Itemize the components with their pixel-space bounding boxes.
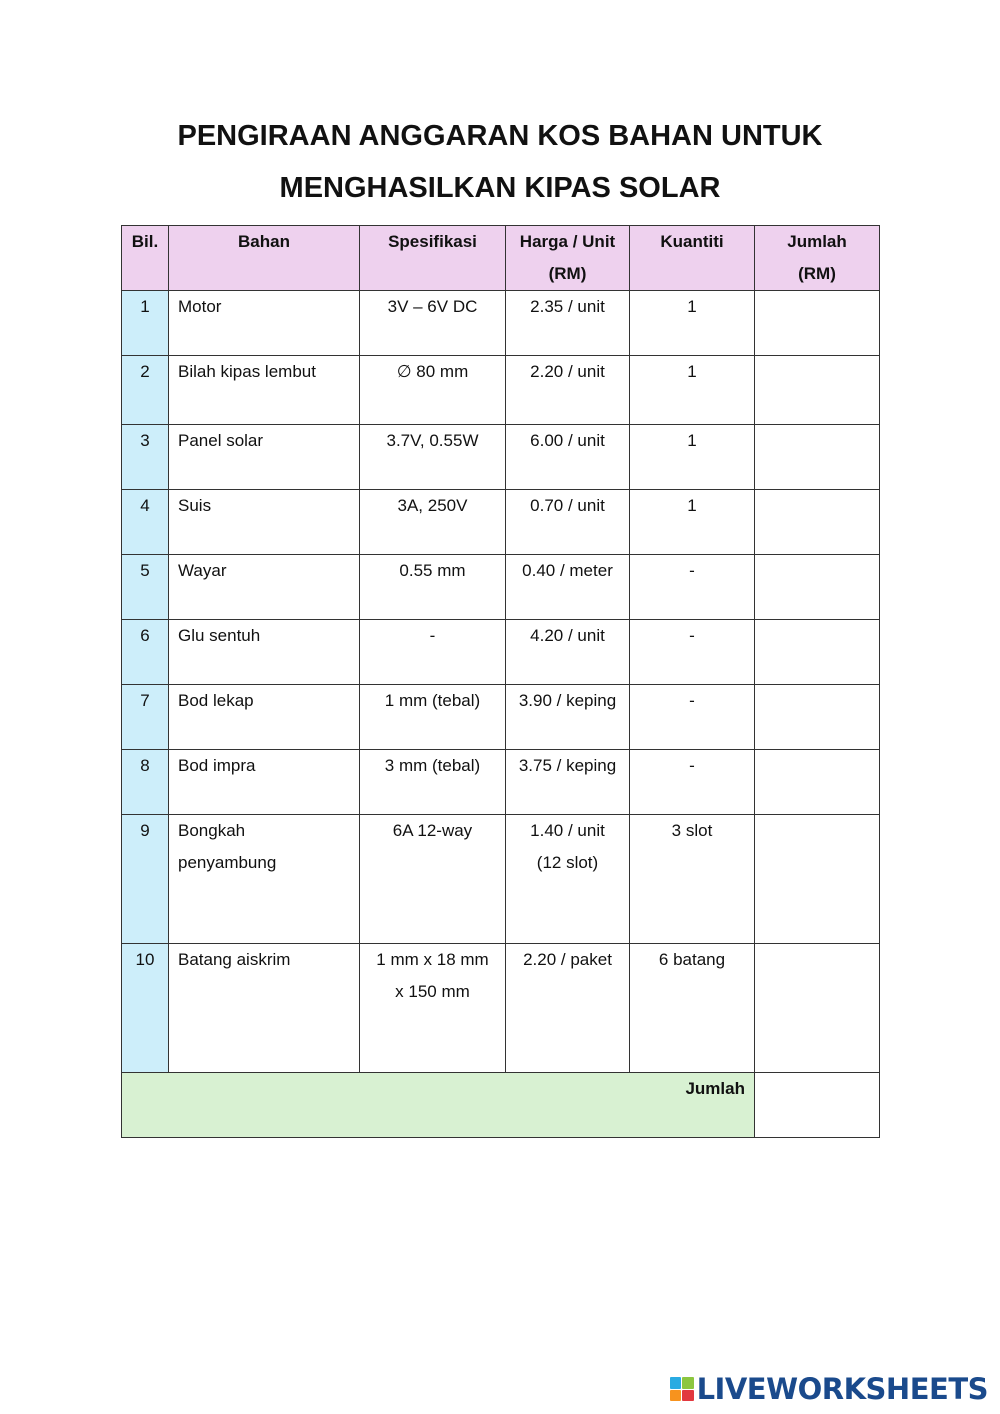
cell-jumlah-input[interactable]: [755, 815, 880, 944]
cell-bil: 10: [122, 944, 169, 1073]
liveworksheets-logo-text: LIVEWORKSHEETS: [696, 1372, 988, 1406]
table-row: [122, 425, 880, 490]
cell-bahan: Bilah kipas lembut: [169, 356, 360, 425]
cell-kuantiti: -: [630, 685, 755, 750]
cell-kuantiti: -: [630, 750, 755, 815]
cell-kuantiti: 1: [630, 291, 755, 356]
cell-jumlah-input[interactable]: [755, 490, 880, 555]
cost-table: [121, 225, 880, 1138]
liveworksheets-logo: [670, 1372, 988, 1406]
cell-kuantiti: 6 batang: [630, 944, 755, 1073]
cell-harga: 6.00 / unit: [506, 425, 630, 490]
cell-harga: 3.75 / keping: [506, 750, 630, 815]
table-row: [122, 685, 880, 750]
cell-jumlah-input[interactable]: [755, 944, 880, 1073]
cell-kuantiti: 1: [630, 490, 755, 555]
cell-harga: 0.70 / unit: [506, 490, 630, 555]
cell-bil: 4: [122, 490, 169, 555]
table-header-row: [122, 226, 880, 291]
cell-bahan: Bod impra: [169, 750, 360, 815]
liveworksheets-logo-icon: [670, 1377, 694, 1401]
cell-bahan: Bongkah penyambung: [169, 815, 360, 944]
cell-jumlah-input[interactable]: [755, 685, 880, 750]
cell-spesifikasi: 3.7V, 0.55W: [360, 425, 506, 490]
cell-bahan: Wayar: [169, 555, 360, 620]
cell-harga: 2.20 / unit: [506, 356, 630, 425]
cell-spesifikasi: 6A 12-way: [360, 815, 506, 944]
cell-kuantiti: -: [630, 555, 755, 620]
cell-kuantiti: 3 slot: [630, 815, 755, 944]
cell-harga: 3.90 / keping: [506, 685, 630, 750]
header-spesifikasi: Spesifikasi: [360, 226, 506, 291]
table-row: [122, 490, 880, 555]
cell-jumlah-input[interactable]: [755, 425, 880, 490]
cell-bil: 8: [122, 750, 169, 815]
header-harga: Harga / Unit (RM): [506, 226, 630, 291]
cell-spesifikasi: 0.55 mm: [360, 555, 506, 620]
footer-total-input[interactable]: [755, 1073, 880, 1138]
cell-bahan: Batang aiskrim: [169, 944, 360, 1073]
cell-bahan: Panel solar: [169, 425, 360, 490]
cell-bil: 6: [122, 620, 169, 685]
table-row: [122, 291, 880, 356]
table-row: [122, 620, 880, 685]
cell-spesifikasi: 1 mm (tebal): [360, 685, 506, 750]
cell-jumlah-input[interactable]: [755, 750, 880, 815]
cell-spesifikasi: 1 mm x 18 mm x 150 mm: [360, 944, 506, 1073]
cell-spesifikasi: 3 mm (tebal): [360, 750, 506, 815]
cell-bil: 5: [122, 555, 169, 620]
cell-spesifikasi: ∅ 80 mm: [360, 356, 506, 425]
cell-bil: 7: [122, 685, 169, 750]
cell-harga: 1.40 / unit (12 slot): [506, 815, 630, 944]
cell-bahan: Suis: [169, 490, 360, 555]
cell-spesifikasi: 3V – 6V DC: [360, 291, 506, 356]
table-row: [122, 555, 880, 620]
cell-harga: 2.20 / paket: [506, 944, 630, 1073]
header-kuantiti: Kuantiti: [630, 226, 755, 291]
cell-bil: 2: [122, 356, 169, 425]
table-footer-row: [122, 1073, 880, 1138]
header-bahan: Bahan: [169, 226, 360, 291]
cell-bil: 9: [122, 815, 169, 944]
cell-bil: 3: [122, 425, 169, 490]
table-row: [122, 750, 880, 815]
cell-spesifikasi: -: [360, 620, 506, 685]
cell-bahan: Motor: [169, 291, 360, 356]
table-row: [122, 356, 880, 425]
cell-bahan: Bod lekap: [169, 685, 360, 750]
cell-jumlah-input[interactable]: [755, 620, 880, 685]
cell-bil: 1: [122, 291, 169, 356]
cell-harga: 4.20 / unit: [506, 620, 630, 685]
cell-kuantiti: -: [630, 620, 755, 685]
cell-spesifikasi: 3A, 250V: [360, 490, 506, 555]
cell-bahan: Glu sentuh: [169, 620, 360, 685]
cell-jumlah-input[interactable]: [755, 555, 880, 620]
cell-harga: 0.40 / meter: [506, 555, 630, 620]
cell-jumlah-input[interactable]: [755, 291, 880, 356]
cell-kuantiti: 1: [630, 425, 755, 490]
header-bil: Bil.: [122, 226, 169, 291]
page-title-line-2: MENGHASILKAN KIPAS SOLAR: [279, 172, 721, 204]
table-row: [122, 944, 880, 1073]
page-title-line-1: PENGIRAAN ANGGARAN KOS BAHAN UNTUK: [177, 120, 823, 152]
cell-kuantiti: 1: [630, 356, 755, 425]
header-jumlah: Jumlah (RM): [755, 226, 880, 291]
cell-jumlah-input[interactable]: [755, 356, 880, 425]
footer-jumlah-label: Jumlah: [122, 1073, 755, 1138]
cell-harga: 2.35 / unit: [506, 291, 630, 356]
table-row: [122, 815, 880, 944]
